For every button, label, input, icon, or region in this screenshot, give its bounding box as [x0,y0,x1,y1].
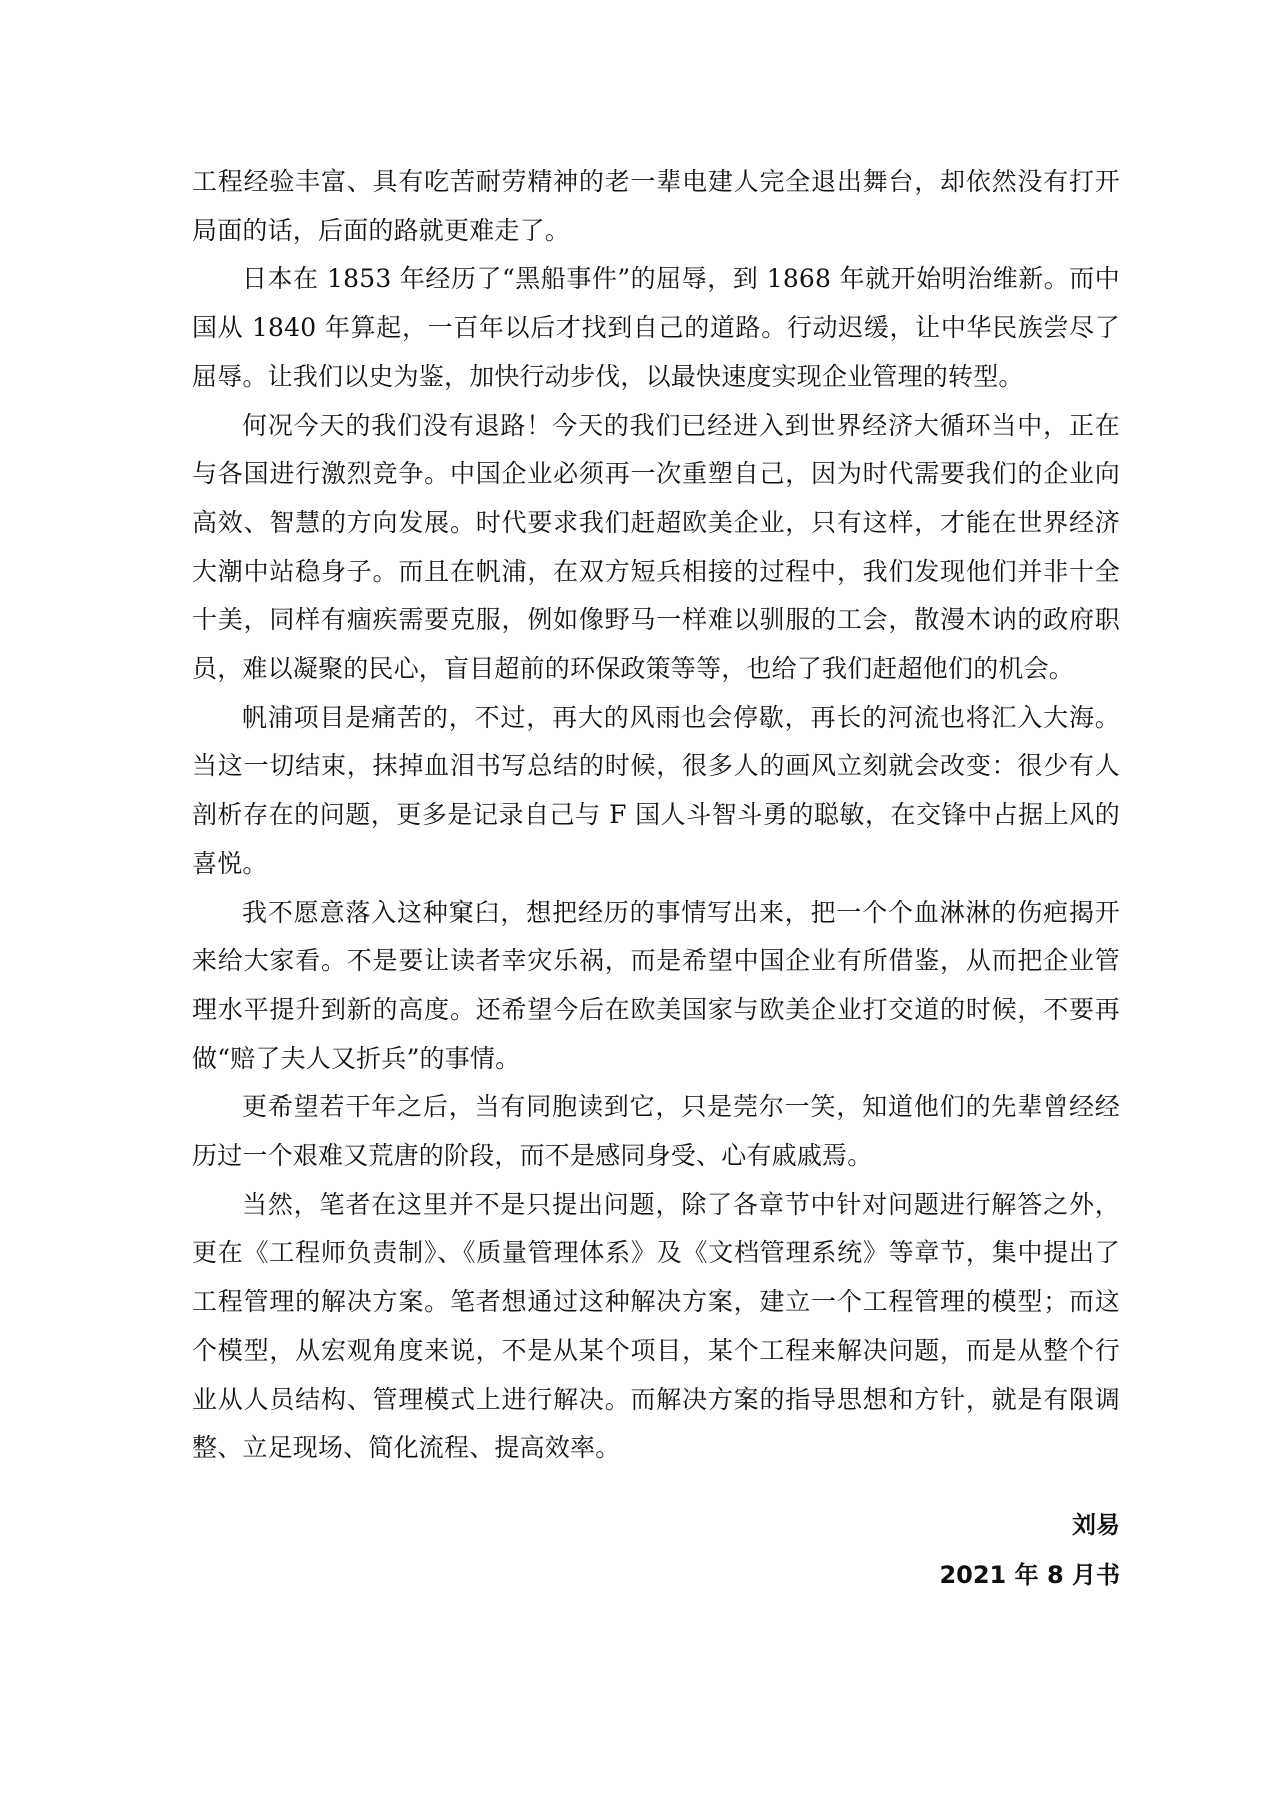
signature-date: 2021 年 8 月书 [939,1561,1120,1589]
paragraph-1: 工程经验丰富、具有吃苦耐劳精神的老一辈电建人完全退出舞台，却依然没有打开局面的话，后面的路就更难走了。 [192,167,1120,245]
paragraph-6: 更希望若干年之后，当有同胞读到它，只是莞尔一笑，知道他们的先辈曾经经历过一个艰难又荒唐的阶段，而不是感同身受、心有戚戚焉。 [192,1092,1120,1171]
paragraph-4: 帆浦项目是痛苦的，不过，再大的风雨也会停歇，再长的河流也将汇入大海。当这一切结束，抹掉血泪书写总结的时候，很多人的画风立刻就会改变：很少有人剖析存在的问题，更多是记录自己与 F 国人斗智斗勇的聪敏，在交锋中占据上风的喜悦。 [192,702,1120,878]
paragraph-2: 日本在 1853 年经历了“黑船事件”的屈辱，到 1868 年就开始明治维新。而中国从 1840 年算起，一百年以后才找到自己的道路。行动迟缓，让中华民族尝尽了屈辱。让我们以史为鉴，加快行动步伐，以最快速度实现企业管理的转型。 [192,264,1120,391]
paragraph-3: 何况今天的我们没有退路！今天的我们已经进入到世界经济大循环当中，正在与各国进行激烈竞争。中国企业必须再一次重塑自己，因为时代需要我们的企业向高效、智慧的方向发展。时代要求我们赶超欧美企业，只有这样，才能在世界经济大潮中站稳身子。而且在帆浦，在双方短兵相接的过程中，我们发现他们并非十全十美，同样有痼疾需要克服，例如像野马一样难以驯服的工会，散漫木讷的政府职员，难以凝聚的民心，盲目超前的环保政策等等，也给了我们赶超他们的机会。 [192,410,1120,684]
document-body [192,158,1120,1473]
author-signature: 刘易 [1072,1511,1120,1539]
paragraph-5: 我不愿意落入这种窠臼，想把经历的事情写出来，把一个个血淋淋的伤疤揭开来给大家看。不是要让读者幸灾乐祸，而是希望中国企业有所借鉴，从而把企业管理水平提升到新的高度。还希望今后在欧美国家与欧美企业打交道的时候，不要再做“赔了夫人又折兵”的事情。 [192,897,1120,1073]
paragraph-7: 当然，笔者在这里并不是只提出问题，除了各章节中针对问题进行解答之外，更在《工程师负责制》、《质量管理体系》及《文档管理系统》等章节，集中提出了工程管理的解决方案。笔者想通过这种解决方案，建立一个工程管理的模型；而这个模型，从宏观角度来说，不是从某个项目，某个工程来解决问题，而是从整个行业从人员结构、管理模式上进行解决。而解决方案的指导思想和方针，就是有限调整、立足现场、简化流程、提高效率。 [192,1189,1120,1463]
